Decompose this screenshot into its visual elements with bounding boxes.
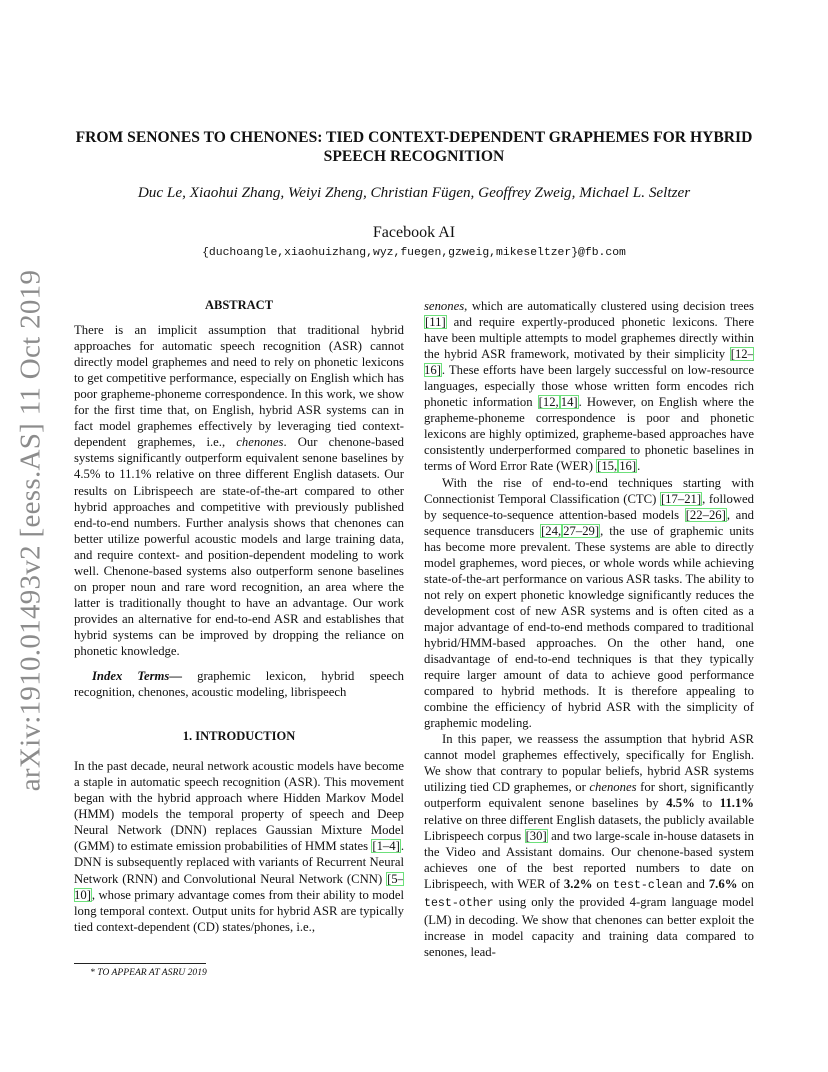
citation-link[interactable]: [1–4] [372,839,400,854]
author-list: Duc Le, Xiaohui Zhang, Weiyi Zheng, Christian Fügen, Geoffrey Zweig, Michael L. Seltzer [137,184,691,201]
author-emails: {duchoangle,xiaohuizhang,wyz,fuegen,gzweig,mikeseltzer}@fb.com [202,247,626,259]
arxiv-id: arXiv:1910.01493v2 [eess.AS] 11 Oct 2019 [14,269,47,791]
citation-link[interactable]: [12–16] [424,347,754,378]
intro-paragraph-3: In this paper, we reassess the assumption that hybrid ASR cannot model graphemes effectively, specifically for English. We show that contrary to popular beliefs, hybrid ASR systems utilizing tied CD graphemes, or chenones for short, significantly outperform equivalent senone baselines by 4.5% to 11.1% relative on three different English datasets, the publicly available Librispeech corpus [30] and two large-scale in-house datasets in the Video and Assistant domains. Our chenone-based system achieves one of the best reported numbers to date on Librispeech, with WER of 3.2% on test-clean and 7.6% on test-other using only the provided 4-gram language model (LM) in decoding. We show that chenones can better exploit the increase in model capacity and training data compared to senones, lead- [424,732,755,959]
citation-link[interactable]: [15, [597,459,618,474]
intro-paragraph-2: With the rise of end-to-end techniques starting with Connectionist Temporal Classification (CTC) [17–21], followed by sequence-to-sequence attention-based models [22–26], and sequence transducers [24, 27–29], the use of graphemic units has become more prevalent. These systems are able to directly model graphemes, word pieces, or whole words while achieving state-of-the-art performance on various ASR tasks. The ability to not rely on expert phonetic knowledge significantly reduces the development cost of new ASR systems and is often cited as a major advantage of end-to-end methods compared to traditional hybrid/HMM-based approaches. On the other hand, one disadvantage of end-to-end techniques is that they typically require larger amount of data to achieve good performance compared to hybrid methods. It is therefore appealing to combine the efficiency of hybrid ASR with the simplicity of graphemic modeling. [424,475,755,731]
intro-heading: 1. INTRODUCTION [182,729,296,744]
affiliation: Facebook AI [372,224,456,241]
abstract-heading: ABSTRACT [204,298,274,312]
abstract-text: There is an implicit assumption that traditional hybrid approaches for automatic speech recognition (ASR) cannot directly model graphemes and need to rely on phonetic lexicons to get competitive performance, especially on English which has poor grapheme-phoneme correspondence. In this work, we show for the first time that, on English, hybrid ASR systems can in fact model graphemes effectively by leveraging tied context-dependent graphemes, i.e., chenones. Our chenone-based systems significantly outperform equivalent senone baselines by 4.5% to 11.1% relative on three different English datasets. Our results on Librispeech are state-of-the-art compared to other hybrid approaches and competitive with previously published end-to-end numbers. Further analysis shows that chenones can better utilize powerful acoustic models and large training data, and require context- and position-dependent modeling to work well. Chenone-based systems also outperform senone baselines on proper noun and rare word recognition, an area where the latter is traditionally thought to have an advantage. Our work provides an alternative for end-to-end ASR and establishes that hybrid systems can be improved by dropping the reliance on phonetic knowledge. [74,323,404,658]
citation-link[interactable]: [30] [525,828,547,843]
arxiv-stamp [14,269,48,791]
paper-title: FROM SENONES TO CHENONES: TIED CONTEXT-DEPENDENT GRAPHEMES FOR HYBRID SPEECH RECOGNITION [75,129,753,165]
intro-paragraph-1-cont: senones, which are automatically clustered using decision trees [11] and require expertly-produced phonetic lexicons. There have been multiple attempts to model graphemes directly within the hybrid ASR framework, motivated by their simplicity [12–16]. These efforts have been largely successful on low-resource languages, especially those whose written form encodes rich phonetic information [12, 14]. However, on English where the grapheme-phoneme correspondence is poor and phonetic lexicons are highly optimized, grapheme-based approaches have consistently underperformed compared to phonetic baselines in terms of Word Error Rate (WER) [15, 16]. [424,299,754,474]
intro-paragraph-1: In the past decade, neural network acoustic models have become a staple in automatic speech recognition (ASR). This movement began with the hybrid approach where Hidden Markov Model (HMM) models the temporal property of speech and Deep Neural Network (DNN) replaces Gaussian Mixture Model (GMM) to estimate emission probabilities of HMM states [1–4]. DNN is subsequently replaced with variants of Recurrent Neural Network (RNN) and Convolutional Neural Network (CNN) [5–10], whose primary advantage comes from their ability to model long temporal context. Output units for hybrid ASR are typically tied context-dependent (CD) states/phones, i.e., [74,759,404,934]
citation-link[interactable]: [11] [425,315,446,330]
index-terms-label: Index Terms— [92,669,183,684]
citation-link[interactable]: 16] [619,459,637,474]
footnote: * TO APPEAR AT ASRU 2019 [90,967,207,978]
citation-link[interactable]: 27–29] [563,523,600,538]
left-column [74,297,404,935]
right-column [424,298,754,960]
dataset-name: test-clean [613,878,683,892]
dataset-name: test-other [424,896,494,910]
citation-link[interactable]: 14] [560,395,578,410]
footnote-rule [74,963,206,964]
citation-link[interactable]: [12, [538,395,559,410]
citation-link[interactable]: [22–26] [685,507,726,522]
citation-link[interactable]: [5–10] [74,871,404,902]
citation-link[interactable]: [24, [541,523,562,538]
citation-link[interactable]: [17–21] [660,491,702,506]
index-terms: Index Terms— graphemic lexicon, hybrid speech recognition, chenones, acoustic modeling, librispeech [74,669,404,700]
